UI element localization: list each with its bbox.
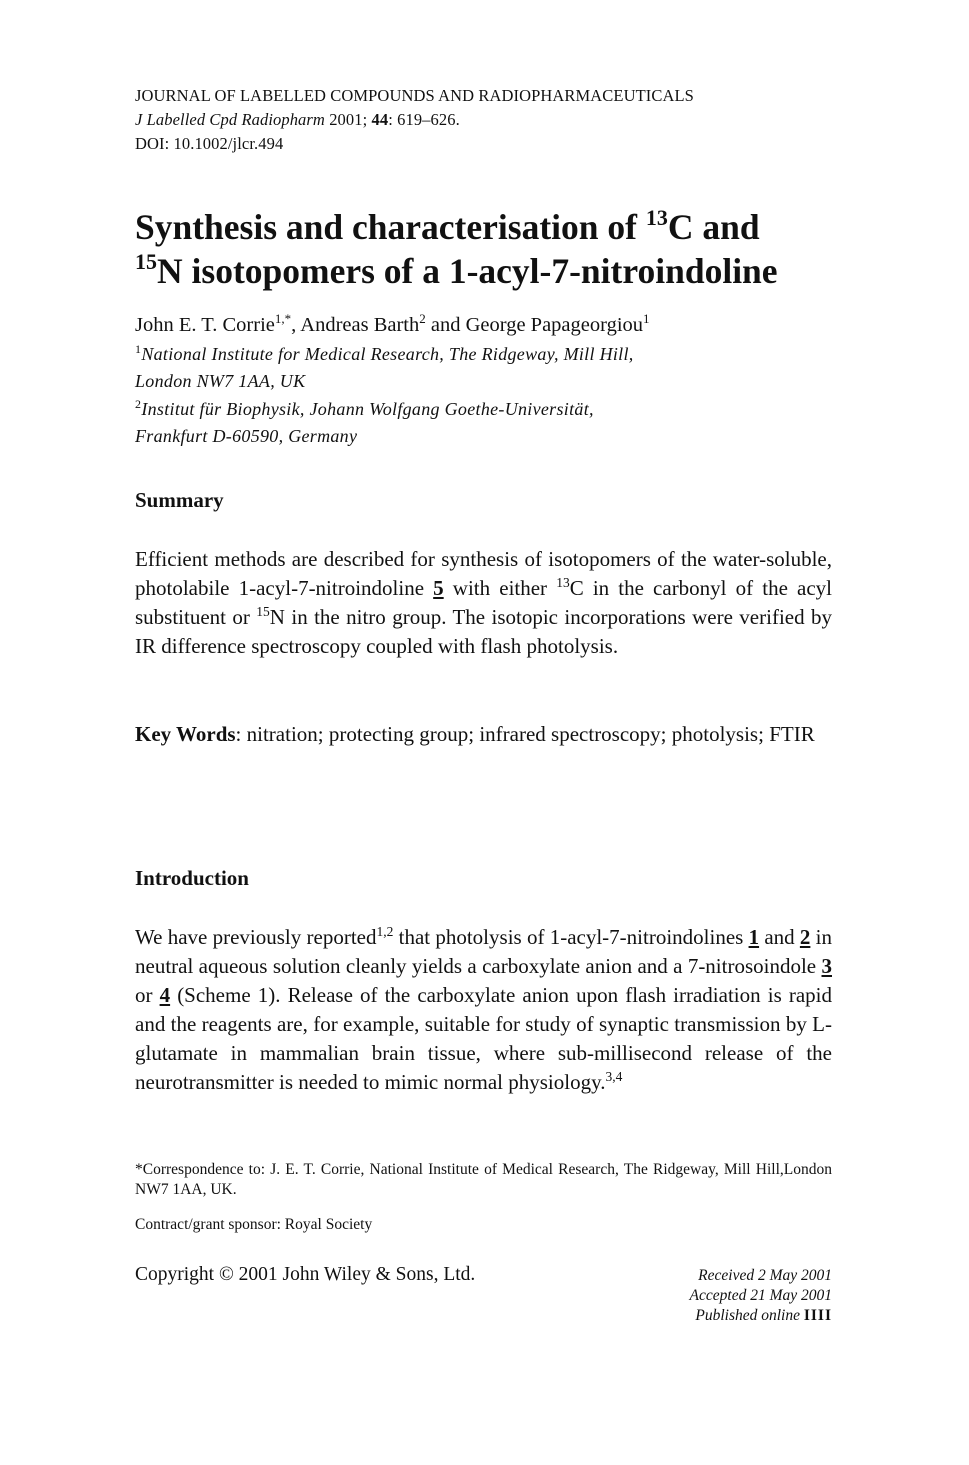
published-online [690,1306,832,1326]
journal-citation [135,108,694,132]
compound-4-ref: 4 [159,983,171,1007]
corresponding-star: * [284,311,292,326]
summary-text-4: N in the nitro group. The isotopic incorporations were verified by IR difference spectroscopy coupled with flash photolysis. [135,605,832,658]
summary-paragraph [135,545,832,661]
affiliation-2-line-2: Frankfurt D-60590, Germany [135,426,358,446]
intro-text-1: We have previously reported [135,925,377,949]
copyright-notice: Copyright © 2001 John Wiley & Sons, Ltd. [135,1264,476,1285]
author-list [135,311,650,339]
compound-2-ref: 2 [799,925,811,949]
affiliation-1-line-2: London NW7 1AA, UK [135,371,306,391]
journal-header [135,84,694,156]
journal-pages: : 619–626. [388,110,460,129]
author-1-affil: 1, [274,311,285,326]
author-2: , Andreas Barth [291,314,420,336]
title-part-2: C and [667,207,760,247]
summary-text-2: with either [443,576,557,600]
grant-footnote: Contract/grant sponsor: Royal Society [135,1216,373,1233]
compound-5-ref: 5 [433,576,444,600]
introduction-paragraph [135,923,832,1097]
journal-doi: DOI: 10.1002/jlcr.494 [135,134,284,153]
keywords-paragraph [135,720,832,749]
author-1: John E. T. Corrie [135,314,275,336]
citation-1-2: 1,2 [376,924,394,939]
affiliation-1-line-1: National Institute for Medical Research, The Ridgeway, Mill Hill, [141,344,634,364]
intro-text-2: that photolysis of 1-acyl-7-nitroindolines [393,925,749,949]
paper-title [135,205,832,293]
summary-text-3: C in the carbonyl of the acyl substituent or [135,576,833,629]
affiliation-1-num: 1 [135,342,142,356]
intro-text-6: (Scheme 1). Release of the carboxylate anion upon flash irradiation is rapid and the reagents are, for example, suitable for study of synaptic transmission by L-glutamate in mammalian brain tissue, where sub-millisecond release of the neurotransmitter is needed to mimic normal physiology. [135,983,832,1094]
intro-text-4: in neutral aqueous solution cleanly yields a carboxylate anion and a 7-nitrosoindole [135,925,832,978]
keywords-text: : nitration; protecting group; infrared spectroscopy; photolysis; FTIR [235,722,815,746]
journal-abbrev: J Labelled Cpd Radiopharm [135,110,325,129]
correspondence-footnote: *Correspondence to: J. E. T. Corrie, National Institute of Medical Research, The Ridgeway, Mill Hill,London NW7 1AA, UK. [135,1161,832,1198]
title-part-1: Synthesis and characterisation of [135,207,646,247]
journal-volume: 44 [371,110,389,129]
summary-heading: Summary [135,488,224,512]
affiliation-1 [135,341,634,395]
compound-1-ref: 1 [748,925,760,949]
affiliation-2 [135,396,594,450]
author-3-affil: 1 [643,311,650,326]
introduction-heading: Introduction [135,866,249,890]
published-label: Published online [695,1307,804,1324]
affiliation-2-line-1: Institut für Biophysik, Johann Wolfgang Goethe-Universität, [141,399,594,419]
intro-text-5: or [135,983,160,1007]
summary-sup-15: 15 [256,604,270,619]
citation-3-4: 3,4 [605,1069,623,1084]
summary-text-1: Efficient methods are described for synthesis of isotopomers of the water-soluble, photolabile 1-acyl-7-nitroindoline [135,547,832,600]
journal-name: JOURNAL OF LABELLED COMPOUNDS AND RADIOPHARMACEUTICALS [135,86,694,105]
title-sup-1: 13 [645,205,668,230]
accepted-date: Accepted 21 May 2001 [689,1287,832,1304]
keywords-label: Key Words [135,722,236,746]
intro-text-3: and [759,925,800,949]
journal-year: 2001; [329,110,368,129]
title-sup-2: 15 [135,249,157,274]
publication-dates [690,1266,832,1326]
author-2-affil: 2 [419,311,426,326]
title-part-3: N isotopomers of a 1-acyl-7-nitroindoline [157,251,778,291]
summary-sup-13: 13 [556,575,570,590]
published-marks: IIII [803,1307,832,1324]
author-3: and George Papageorgiou [425,314,644,336]
compound-3-ref: 3 [821,954,832,978]
affiliation-2-num: 2 [135,397,142,411]
received-date: Received 2 May 2001 [698,1267,832,1284]
